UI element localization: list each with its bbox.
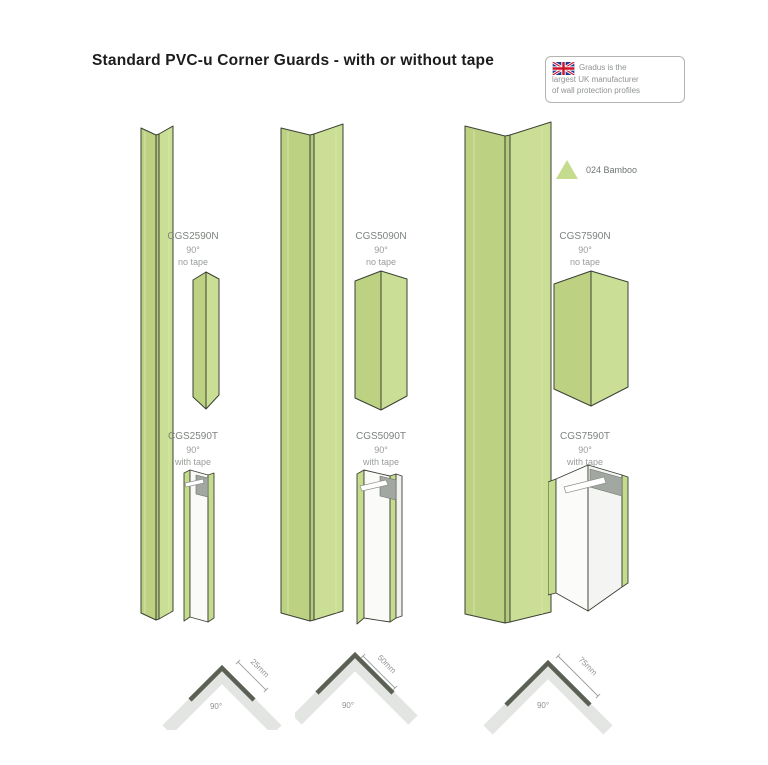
product-label-cgs2590t <box>138 431 248 469</box>
product-code: CGS2590T <box>167 431 219 442</box>
corner-guard-75mm-no-tape-illustration <box>553 270 629 408</box>
dimension-size-label: 25mm <box>248 657 271 680</box>
product-angle: 90° <box>186 244 200 255</box>
page-title: Standard PVC-u Corner Guards - with or without tape <box>92 52 495 69</box>
product-code: CGS7590N <box>559 231 611 242</box>
corner-guard-50mm-no-tape-illustration <box>354 270 408 412</box>
product-angle: 90° <box>578 444 592 455</box>
dimension-angle-label: 90° <box>341 701 355 710</box>
corner-guard-25mm-full-illustration <box>140 123 174 623</box>
dimension-diagram-25mm <box>160 640 290 730</box>
product-label-cgs5090n <box>326 231 436 269</box>
product-tape-option: with tape <box>566 457 604 467</box>
product-tape-option: no tape <box>177 257 209 267</box>
product-angle: 90° <box>186 444 200 455</box>
product-label-cgs7590n <box>530 231 640 269</box>
product-code: CGS2590N <box>167 231 219 242</box>
product-label-cgs2590n <box>138 231 248 269</box>
corner-guard-75mm-with-tape-illustration <box>548 463 630 626</box>
swatch-label: 024 Bamboo <box>586 165 638 175</box>
product-label-cgs5090t <box>326 431 436 469</box>
product-tape-option: with tape <box>174 457 212 467</box>
product-angle: 90° <box>578 244 592 255</box>
dimension-diagram-75mm <box>480 638 640 740</box>
badge-line-1: Gradus is the <box>579 63 627 73</box>
product-angle: 90° <box>374 444 388 455</box>
product-code: CGS5090T <box>355 431 407 442</box>
product-code: CGS5090N <box>355 231 407 242</box>
dimension-size-label: 75mm <box>576 655 599 678</box>
badge-line-2: largest UK manufacturer <box>552 75 639 84</box>
corner-guard-50mm-full-illustration <box>280 121 344 624</box>
uk-flag-icon <box>552 62 575 75</box>
bamboo-swatch-triangle-icon <box>556 160 578 179</box>
manufacturer-badge <box>545 56 685 103</box>
corner-guard-25mm-no-tape-illustration <box>192 271 220 411</box>
corner-guard-75mm-full-illustration <box>464 118 552 626</box>
dimension-angle-label: 90° <box>209 702 223 711</box>
product-tape-option: no tape <box>569 257 601 267</box>
product-tape-option: no tape <box>365 257 397 267</box>
corner-guard-25mm-with-tape-illustration <box>183 467 219 625</box>
dimension-size-label: 50mm <box>375 653 398 676</box>
dimension-angle-label: 90° <box>536 701 550 710</box>
product-angle: 90° <box>374 244 388 255</box>
badge-line-3: of wall protection profiles <box>552 85 641 95</box>
product-code: CGS7590T <box>559 431 611 442</box>
product-tape-option: with tape <box>362 457 400 467</box>
dimension-diagram-50mm <box>295 640 435 732</box>
corner-guard-50mm-with-tape-illustration <box>356 466 408 626</box>
